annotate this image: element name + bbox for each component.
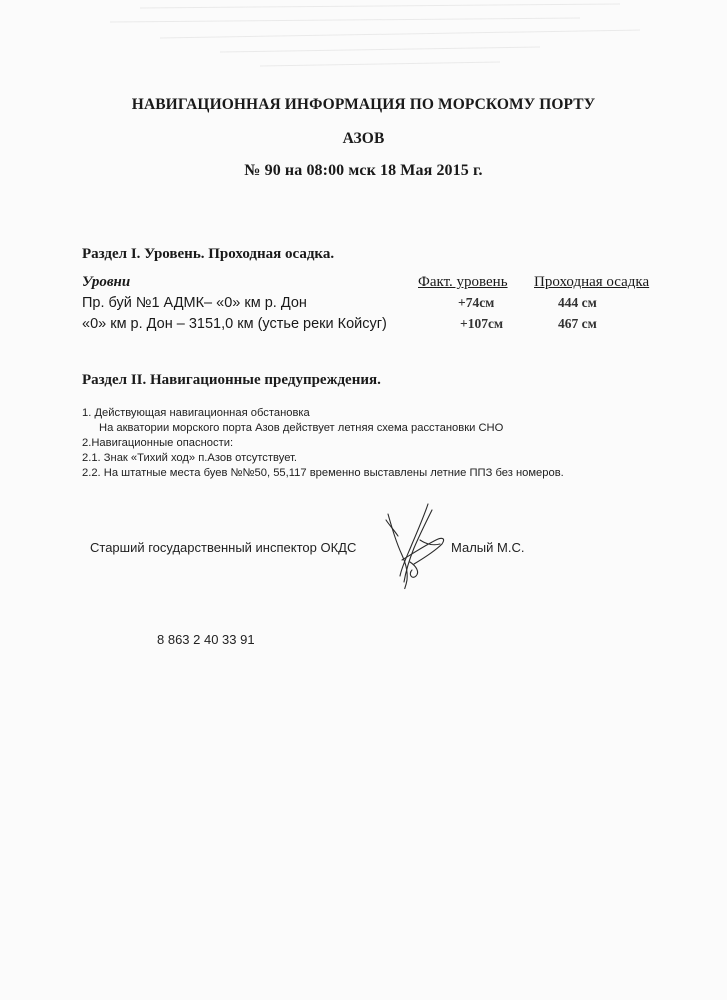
table-row <box>82 316 672 337</box>
column-header-draft: Проходная осадка <box>534 274 650 290</box>
row-draft: 467 см <box>558 316 597 331</box>
contact-phone: 8 863 2 40 33 91 <box>157 632 255 647</box>
section2-heading: Раздел II. Навигационные предупреждения. <box>82 372 381 388</box>
row-location: «0» км р. Дон – 3151,0 км (устье реки Койсуг) <box>82 316 387 332</box>
column-header-actual-level: Факт. уровень <box>418 274 508 290</box>
table-row <box>82 295 672 316</box>
document-title-port: АЗОВ <box>342 130 385 147</box>
document-title-issue: № 90 на 08:00 мск 18 Мая 2015 г. <box>244 162 483 179</box>
warning-line: 1. Действующая навигационная обстановка <box>82 407 310 419</box>
levels-table <box>82 274 672 337</box>
warning-line: 2.2. На штатные места буев №№50, 55,117 временно выставлены летние ППЗ без номеров. <box>82 467 564 479</box>
handwritten-signature <box>380 500 450 595</box>
levels-table-header <box>82 274 672 295</box>
row-draft: 444 см <box>558 295 597 310</box>
warning-line: На акватории морского порта Азов действует летняя схема расстановки СНО <box>99 422 504 434</box>
signatory-position: Старший государственный инспектор ОКДС <box>90 540 357 555</box>
signatory-name: Малый М.С. <box>451 540 525 555</box>
scan-noise-artifact <box>20 0 720 100</box>
navigation-warnings <box>82 406 564 481</box>
row-actual-level: +74см <box>458 295 495 310</box>
row-location: Пр. буй №1 АДМК– «0» км р. Дон <box>82 295 307 311</box>
row-actual-level: +107см <box>460 316 504 331</box>
section1-heading: Раздел I. Уровень. Проходная осадка. <box>82 246 335 262</box>
column-header-levels: Уровни <box>82 274 131 290</box>
warning-line: 2.1. Знак «Тихий ход» п.Азов отсутствует. <box>82 452 298 464</box>
document-title-line-1: НАВИГАЦИОННАЯ ИНФОРМАЦИЯ ПО МОРСКОМУ ПОРТУ <box>131 96 596 113</box>
warning-line: 2.Навигационные опасности: <box>82 437 234 449</box>
